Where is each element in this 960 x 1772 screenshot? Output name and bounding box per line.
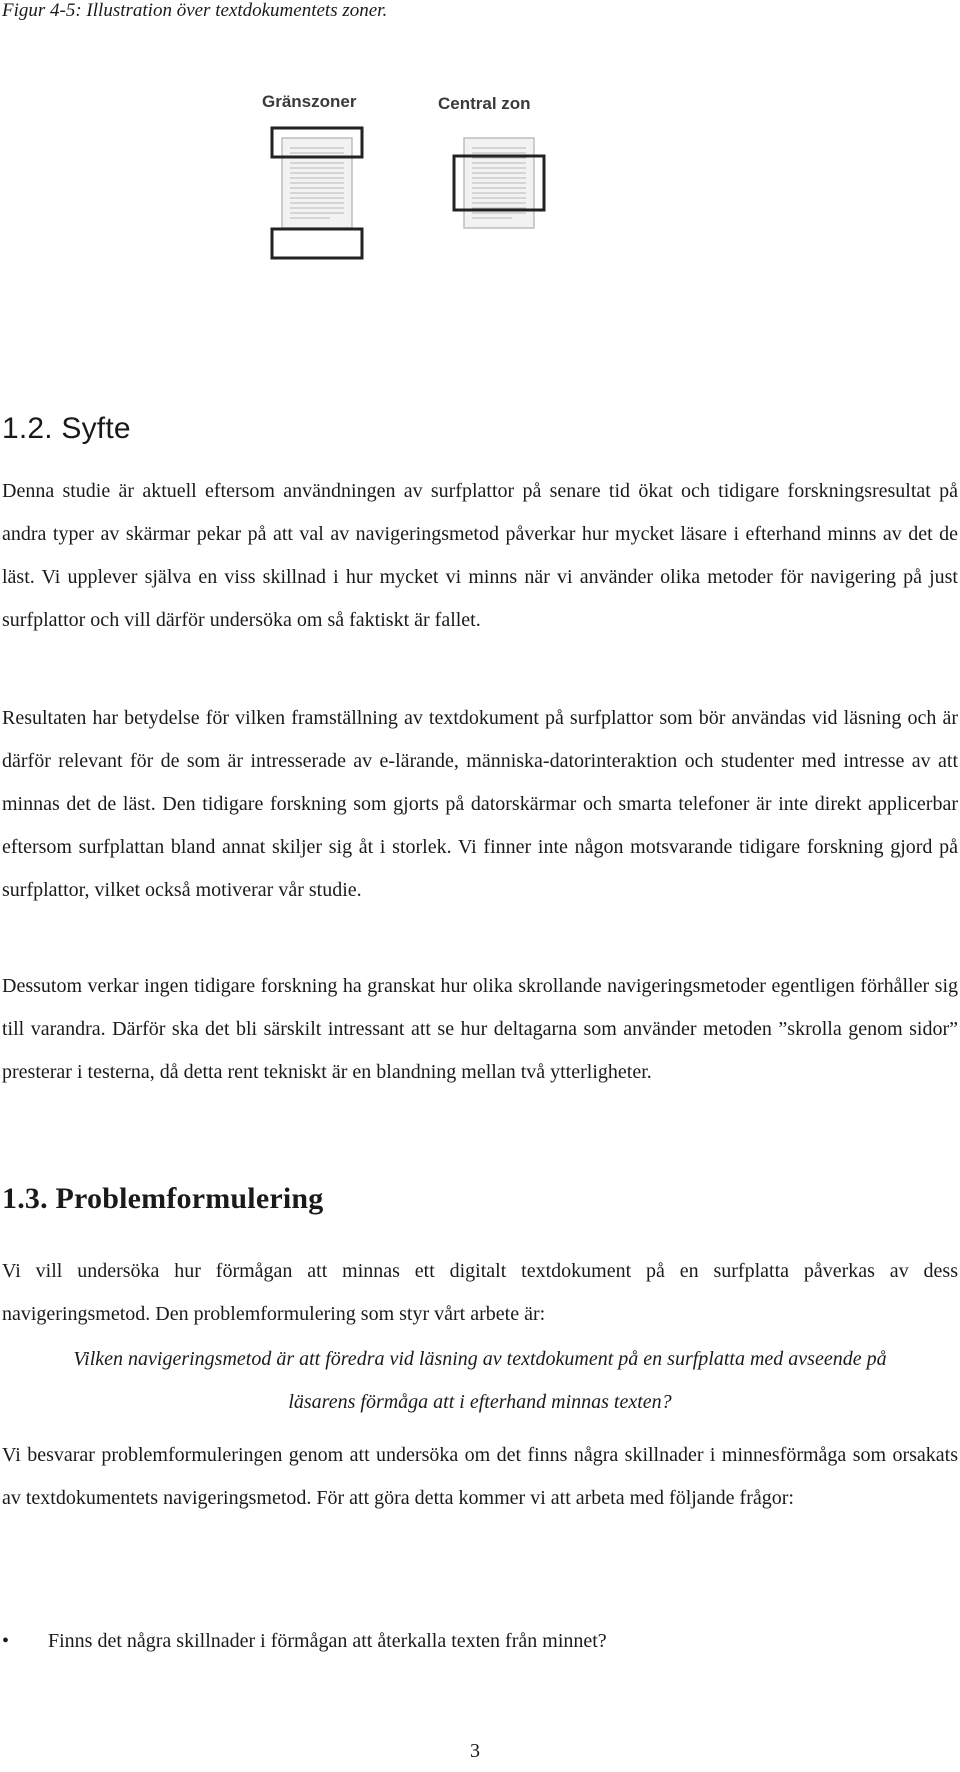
figure-label-central-zone: Central zon bbox=[438, 94, 531, 113]
bullet-icon: • bbox=[2, 1630, 10, 1652]
section-heading-syfte: 1.2. Syfte bbox=[2, 412, 131, 445]
research-question bbox=[2, 1338, 958, 1424]
paragraph-syfte-1: Denna studie är aktuell eftersom användningen av surfplattor på senare tid ökat och tidigare forskningsresultat på andra typer av skärmar pekar på att val av navigeringsmetod påverkar hur mycket läsare i efterhand minns av det de läst. Vi upplever själva en viss skillnad i hur mycket vi minns när vi använder olika metoder för navigering på just surfplattor och vill därför undersöka om så faktiskt är fallet. bbox=[2, 480, 958, 631]
figure-text-zones bbox=[262, 92, 650, 302]
paragraph-syfte-2: Resultaten har betydelse för vilken framställning av textdokument på surfplattor som bör användas vid läsning och är därför relevant för de som är intresserade av e-lärande, människa-datorinteraktion och studenter med intresse av att minnas det de läst. Den tidigare forskning som gjorts på datorskärmar och smarta telefoner är inte direkt applicerbar eftersom surfplattan bland annat skiljer sig åt i storlek. Vi finner inte någon motsvarande tidigare forskning gjord på surfplattor, vilket också motiverar vår studie. bbox=[2, 707, 958, 901]
list-item-text: Finns det några skillnader i förmågan att återkalla texten från minnet? bbox=[48, 1630, 607, 1652]
paragraph-problem-followup: Vi besvarar problemformuleringen genom att undersöka om det finns några skillnader i minnesförmåga som orsakats av textdokumentets navigeringsmetod. För att göra detta kommer vi att arbeta med följande frågor: bbox=[2, 1444, 958, 1509]
document-icon-border-zones bbox=[272, 128, 362, 258]
section-heading-problemformulering: 1.3. Problemformulering bbox=[2, 1182, 324, 1215]
research-question-line-1: Vilken navigeringsmetod är att föredra vid läsning av textdokument på en surfplatta med avseende på bbox=[73, 1348, 887, 1370]
figure-label-border-zones: Gränszoner bbox=[262, 92, 357, 111]
figure-caption: Figur 4-5: Illustration över textdokumentets zoner. bbox=[2, 0, 388, 21]
paragraph-problem-intro: Vi vill undersöka hur förmågan att minnas ett digitalt textdokument på en surfplatta påverkas av dess navigeringsmetod. Den problemformulering som styr vårt arbete är: bbox=[2, 1260, 958, 1325]
research-question-line-2: läsarens förmåga att i efterhand minnas texten? bbox=[288, 1391, 672, 1413]
figure-illustration bbox=[270, 92, 650, 302]
paragraph-syfte-3: Dessutom verkar ingen tidigare forskning ha granskat hur olika skrollande navigeringsmetoder egentligen förhåller sig till varandra. Därför ska det bli särskilt intressant att se hur deltagarna som använder metoden ”skrolla genom sidor” presterar i testerna, då detta rent tekniskt är en blandning mellan två ytterligheter. bbox=[2, 975, 958, 1083]
page-number: 3 bbox=[470, 1740, 480, 1762]
document-icon-central-zone bbox=[454, 138, 544, 228]
